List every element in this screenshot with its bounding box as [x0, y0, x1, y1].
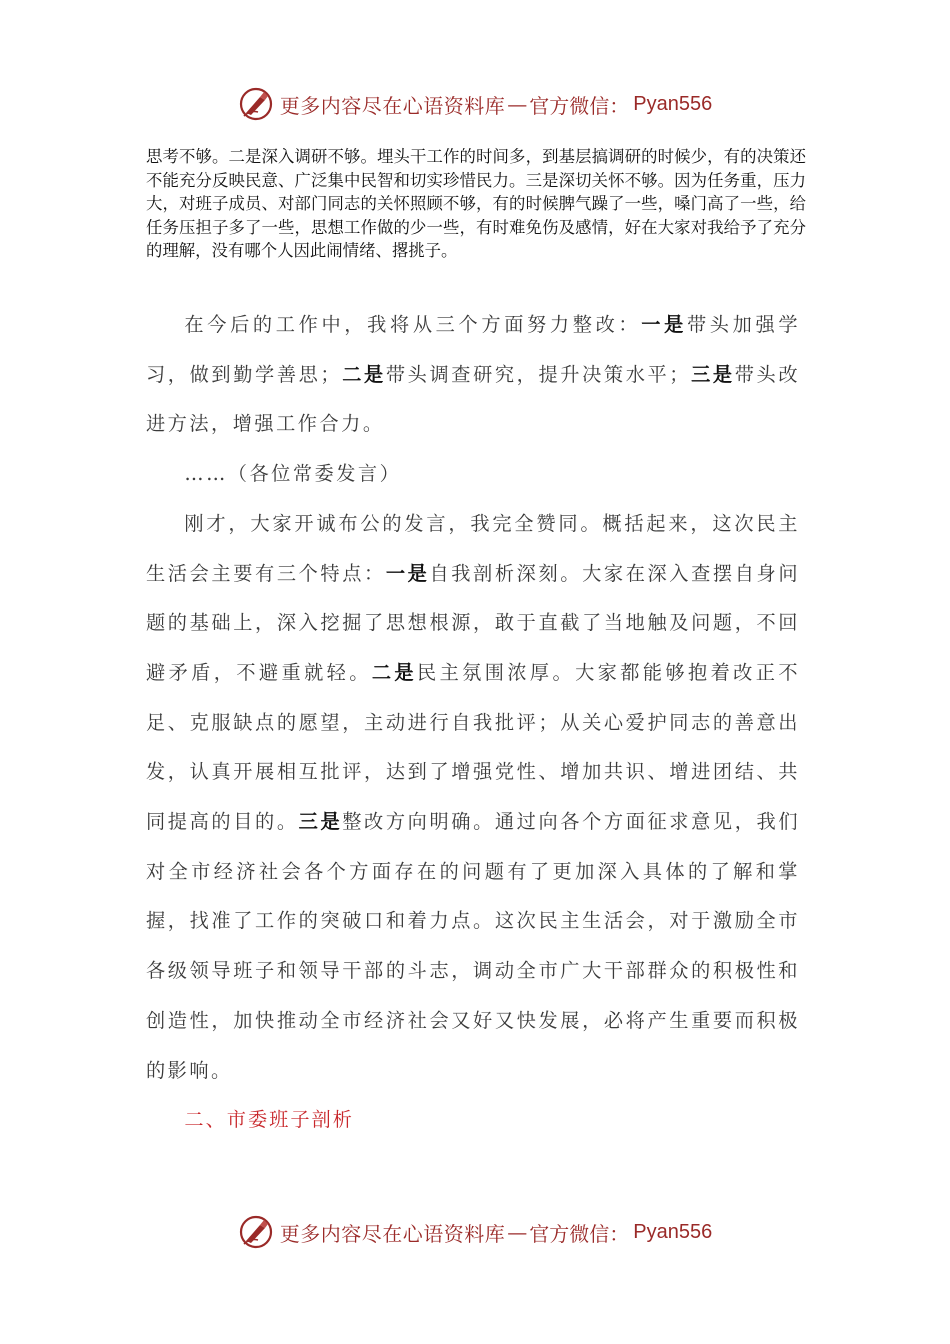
- header-banner: [0, 84, 950, 124]
- body-text-block: [146, 300, 800, 1145]
- section-heading: 二、市委班子剖析: [184, 1108, 354, 1132]
- text-run: 在今后的工作中，我将从三个方面努力整改：: [184, 313, 642, 336]
- dense-text-block: [146, 145, 806, 263]
- bold-marker: 二是: [371, 660, 417, 684]
- bold-marker: 一是: [641, 313, 687, 336]
- banner-wechat-id: Pyan556: [633, 1220, 713, 1243]
- banner-wechat-label: 官方微信：: [529, 93, 630, 118]
- bold-marker: 一是: [385, 561, 430, 585]
- text-run: 民主氛围浓厚。大家都能够抱着改正不足、克服缺点的愿望，主动进行自我批评；从关心爱护同志的善意出发，认真开展相互批评，达到了增强党性、增加共识、增进团结、共同提高的目的。: [146, 660, 801, 834]
- pen-logo-icon: [238, 86, 274, 122]
- banner-wechat-id: Pyan556: [633, 92, 713, 115]
- banner-dash: —: [507, 92, 528, 116]
- paragraph-continuation: 思考不够。二是深入调研不够。埋头干工作的时间多，到基层搞调研的时候少，有的决策还不能充分反映民意、广泛集中民智和切实珍惜民力。三是深切关怀不够。因为任务重，压力大，对班子成员、对部门同志的关怀照顾不够，有的时候脾气躁了一些，嗓门高了一些，给任务压担子多了一些，思想工作做的少一些，有时难免伤及感情，好在大家对我给予了充分的理解，没有哪个人因此闹情绪、撂挑子。: [146, 147, 806, 260]
- paragraph-remarks: ……（各位常委发言）: [184, 462, 402, 486]
- banner-dash: —: [507, 1220, 528, 1244]
- text-run: 带头加强学习，做到勤学善思；: [146, 313, 801, 386]
- text-run: 整改方向明确。通过向各个方面征求意见，我们对全市经济社会各个方面存在的问题有了更加深入具体的了解和掌握，找准了工作的突破口和着力点。这次民主生活会，对于激励全市各级领导班子和领导干部的斗志，调动全市广大干部群众的积极性和创造性，加快推动全市经济社会又好又快发展，必将产生重要而积极的影响。: [146, 810, 801, 1082]
- banner-text: 更多内容尽在心语资料库: [279, 1221, 506, 1246]
- text-run: 自我剖析深刻。大家在深入查摆自身问题的基础上，深入挖掘了思想根源，敢于直截了当地触及问题，不回避矛盾，不避重就轻。: [146, 561, 801, 684]
- bold-marker: 三是: [298, 810, 343, 834]
- text-run: 刚才，大家开诚布公的发言，我完全赞同。概括起来，这次民主生活会主要有三个特点：: [146, 511, 800, 585]
- paragraph-rectification: [146, 300, 800, 449]
- footer-banner: [0, 1212, 950, 1252]
- pen-logo-icon: [238, 1214, 274, 1250]
- banner-text: 更多内容尽在心语资料库: [279, 93, 506, 118]
- bold-marker: 三是: [691, 362, 735, 386]
- paragraph-summary: [146, 499, 800, 1095]
- banner-wechat-label: 官方微信：: [529, 1221, 630, 1246]
- text-run: 带头改进方法，增强工作合力。: [146, 362, 801, 436]
- bold-marker: 二是: [342, 362, 386, 386]
- text-run: 带头调查研究，提升决策水平；: [385, 362, 691, 386]
